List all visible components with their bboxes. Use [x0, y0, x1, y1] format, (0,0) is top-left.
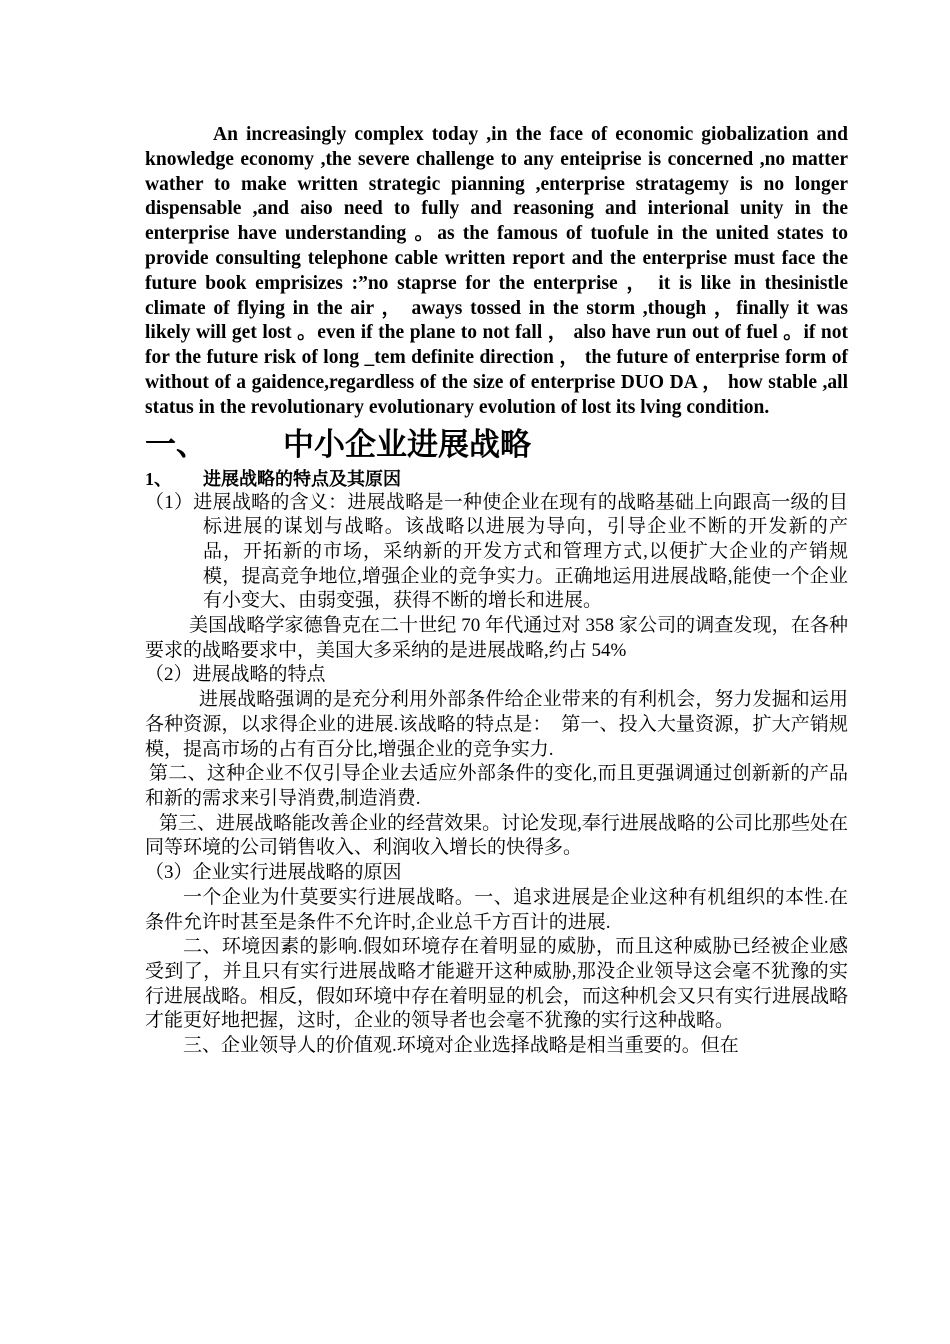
paragraph-reason-three: 三、企业领导人的价值观.环境对企业选择战略是相当重要的。但在: [183, 1035, 739, 1057]
paragraph-reason-one: 一个企业为什莫要实行进展战略。一、追求进展是企业这种有机组织的本性.在条件允许时甚至是条件不允许时,企业总千方百计的进展.: [145, 886, 848, 933]
section-title: 中小企业进展战略: [283, 426, 531, 462]
subsection-heading: [145, 467, 848, 491]
paragraph-drucker-survey: 美国战略学家德鲁克在二十世纪 70 年代通过对 358 家公司的调查发现，在各种要求的战略要求中，美国大多采纳的是进展战略,约占 54%: [145, 615, 848, 661]
intro-paragraph: An increasingly complex today ,in the face of economic giobalization and knowledge economy ,the severe challenge to any enteiprise is concerned ,no matter wather to make written strategic pianning ,enterprise stratagemy is no longer dispensable ,and aiso need to fully and reasoning and interional unity in the enterprise have understanding 。as the famous of tuofule in the united states to provide consulting telephone cable written report and the enterprise must face the future book emprisizes :”no staprse for the enterprise ， it is like in thesinistle climate of flying in the air ， aways tossed in the storm ,though ，finally it was likely will get lost 。even if the plane to not fall ， also have run out of fuel 。if not for the future risk of long _tem definite direction ， the future of enterprise form of without of a gaidence,regardless of the size of enterprise DUO DA ， how stable ,all status in the revolutionary evolutionary evolution of lost its lving condition.: [145, 124, 848, 418]
paragraph-characteristics: 进展战略强调的是充分利用外部条件给企业带来的有利机会，努力发掘和运用各种资源，以求得企业的进展.该战略的特点是： 第一、投入大量资源，扩大产销规模，提高市场的占有百分比,增强企业的竞争实力.: [145, 689, 848, 760]
paragraph-reason-two: 二、环境因素的影响.假如环境存在着明显的威胁，而且这种威胁已经被企业感受到了，并且只有实行进展战略才能避开这种威胁,那没企业领导这会毫不犹豫的实行进展战略。相反，假如环境中存在着明显的机会，而这种机会又只有实行进展战略才能更好地把握，这时，企业的领导者也会毫不犹豫的实行这种战略。: [145, 936, 849, 1032]
section-heading: [145, 425, 848, 465]
paragraph-third-point: 第三、进展战略能改善企业的经营效果。讨论发现,奉行进展战略的公司比那些处在同等环境的公司销售收入、利润收入增长的快得多。: [145, 812, 848, 859]
subsection-title: 进展战略的特点及其原因: [203, 468, 401, 489]
paragraph-second-point: 第二、这种企业不仅引导企业去适应外部条件的变化,而且更强调通过创新新的产品和新的需求来引导消费,制造消费.: [145, 763, 848, 809]
subheading-reasons: （3）企业实行进展战略的原因: [145, 862, 402, 884]
subsection-number: 1、: [145, 468, 172, 489]
section-number: 一、: [145, 426, 207, 462]
subheading-characteristics: （2）进展战略的特点: [145, 664, 326, 686]
document-page: [145, 123, 848, 1059]
paragraph-definition: （1）进展战略的含义：进展战略是一种使企业在现有的战略基础上向跟高一级的目标进展的谋划与战略。该战略以进展为导向，引导企业不断的开发新的产品，开拓新的市场，采纳新的开发方式和管理方式,以便扩大企业的产销规模，提高竞争地位,增强企业的竞争实力。正确地运用进展战略,能使一个企业有小变大、由弱变强，获得不断的增长和进展。: [145, 491, 848, 612]
